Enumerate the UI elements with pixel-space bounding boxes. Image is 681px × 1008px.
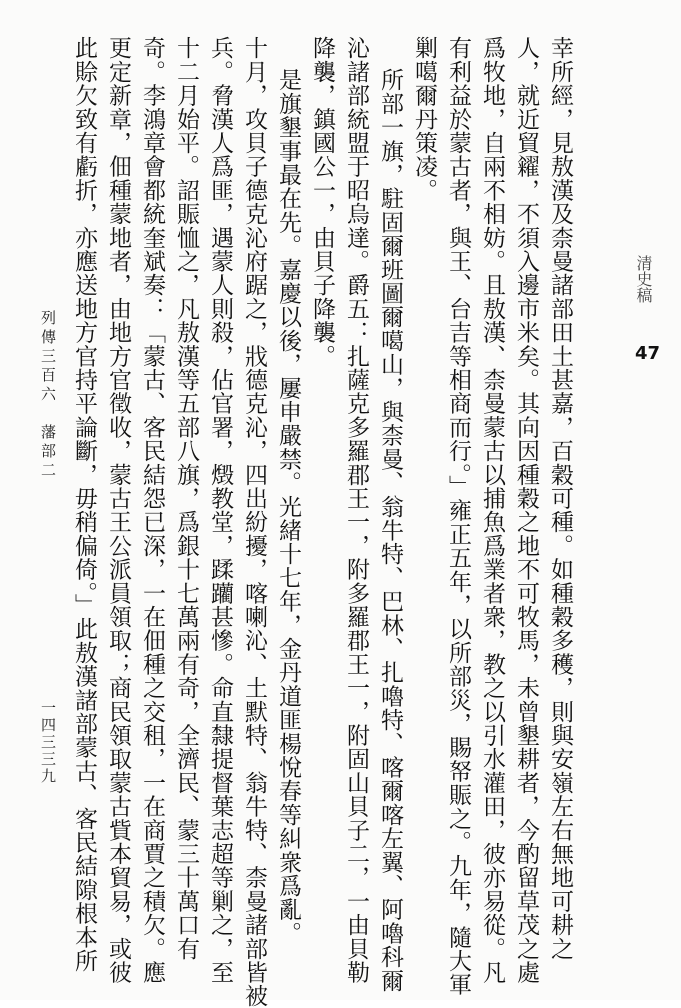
text-column-5: 剿噶爾丹策凌。	[411, 36, 437, 202]
text-column-15: 此賒欠致有虧折，亦應送地方官持平論斷，毋稍偏倚。」此敖漢諸部蒙古、客民結隙根本所	[71, 36, 97, 973]
text-column-1: 幸所經，見敖漢及柰曼諸部田土甚嘉，百穀可種。如種穀多穫，則與安嶺左右無地可耕之	[547, 36, 573, 961]
page-number: 47	[635, 343, 661, 364]
book-title-stamp: 清史稿	[634, 255, 653, 303]
text-column-3: 爲牧地，自兩不相妨。且敖漢、柰曼蒙古以捕魚爲業者衆，教之以引水灌田，彼亦易從。凡	[479, 36, 505, 984]
footer-section-title: 列傳三百六 藩部二	[39, 310, 57, 481]
text-column-10: 十月，攻貝子德克沁府踞之，戕德克沁，四出紛擾，喀喇沁、土默特、翁牛特、柰曼諸部皆被	[241, 36, 267, 1008]
text-column-8: 降襲，鎮國公一，由貝子降襲。	[309, 36, 335, 368]
text-column-4: 有利益於蒙古者，與王、台吉等相商而行。」雍正五年，以所部災，賜帑賑之。九年，隨大軍	[445, 36, 471, 997]
text-column-9: 是旗墾事最在先。嘉慶以後，屢申嚴禁。光緒十七年，金丹道匪楊悅春等糾衆爲亂。	[275, 68, 301, 945]
text-column-6: 所部一旗，駐固爾班圖爾噶山，與柰曼、翁牛特、巴林、扎嚕特、喀爾喀左翼、阿嚕科爾	[377, 68, 403, 993]
text-column-2: 人，就近貿糴，不須入邊市米矣。其向因種穀之地不可牧馬，未曾墾耕者，今酌留草茂之處	[513, 36, 539, 984]
text-column-12: 十二月始平。詔賑恤之，凡敖漢等五部八旗，爲銀十七萬兩有奇，全濟民、蒙三十萬口有	[173, 36, 199, 961]
text-column-14: 更定新章，佃種蒙地者，由地方官徵收，蒙古王公派員領取；商民領取蒙古貲本貿易，或彼	[105, 36, 131, 984]
text-column-11: 兵。脅漢人爲匪，遇蒙人則殺，佔官署，燬教堂，蹂躪甚慘。命直隸提督葉志超等剿之，至	[207, 36, 233, 984]
text-column-7: 沁諸部統盟于昭烏達。爵五：扎薩克多羅郡王一，附多羅郡王一，附固山貝子二，一由貝勒	[343, 36, 369, 984]
footer-page-number: 一四三三九	[39, 700, 57, 785]
text-column-13: 奇。李鴻章會都統奎斌奏：「蒙古、客民結怨已深，一在佃種之交租，一在商賈之積欠。應	[139, 36, 165, 984]
